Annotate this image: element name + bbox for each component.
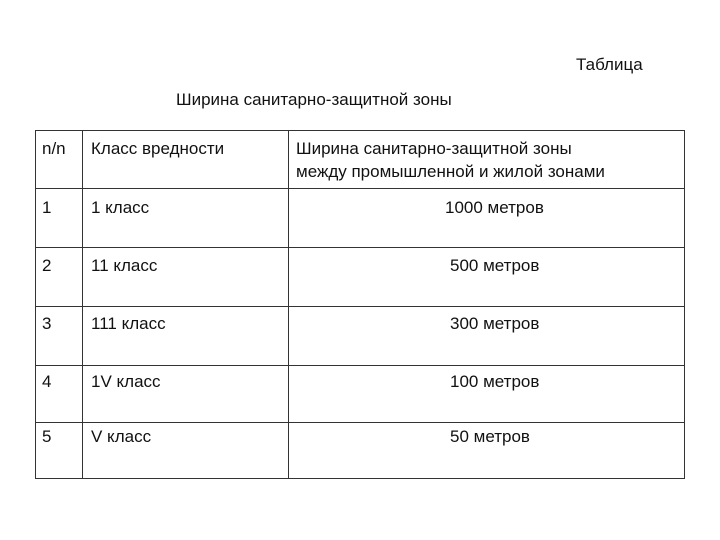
sanitary-zone-table bbox=[35, 130, 685, 479]
table-rule bbox=[35, 188, 685, 189]
table-border-left bbox=[35, 130, 36, 479]
table-border-top bbox=[35, 130, 685, 131]
row-width: 1000 метров bbox=[445, 198, 544, 217]
header-width-line1: Ширина санитарно-защитной зоны bbox=[296, 139, 572, 158]
row-class: 1 класс bbox=[91, 198, 150, 217]
row-class: 11 класс bbox=[91, 256, 158, 275]
row-class: 1V класс bbox=[91, 372, 161, 391]
row-width: 300 метров bbox=[450, 314, 540, 333]
row-num: 4 bbox=[42, 372, 52, 391]
header-width-line2: между промышленной и жилой зонами bbox=[296, 162, 605, 181]
row-num: 3 bbox=[42, 314, 52, 333]
row-num: 5 bbox=[42, 427, 52, 446]
table-title: Ширина санитарно-защитной зоны bbox=[176, 90, 452, 109]
table-border-bottom bbox=[35, 478, 685, 479]
table-rule bbox=[35, 365, 685, 366]
row-class: V класс bbox=[91, 427, 152, 446]
row-width: 50 метров bbox=[450, 427, 530, 446]
table-column-divider bbox=[82, 130, 83, 479]
table-rule bbox=[35, 422, 685, 423]
row-num: 1 bbox=[42, 198, 52, 217]
header-class: Класс вредности bbox=[91, 139, 225, 158]
table-rule bbox=[35, 247, 685, 248]
row-width: 500 метров bbox=[450, 256, 540, 275]
table-caption: Таблица bbox=[576, 55, 643, 74]
row-width: 100 метров bbox=[450, 372, 540, 391]
table-column-divider bbox=[288, 130, 289, 479]
row-class: 111 класс bbox=[91, 314, 166, 333]
table-border-right bbox=[684, 130, 685, 479]
header-num: n/n bbox=[42, 139, 66, 158]
row-num: 2 bbox=[42, 256, 52, 275]
table-rule bbox=[35, 306, 685, 307]
